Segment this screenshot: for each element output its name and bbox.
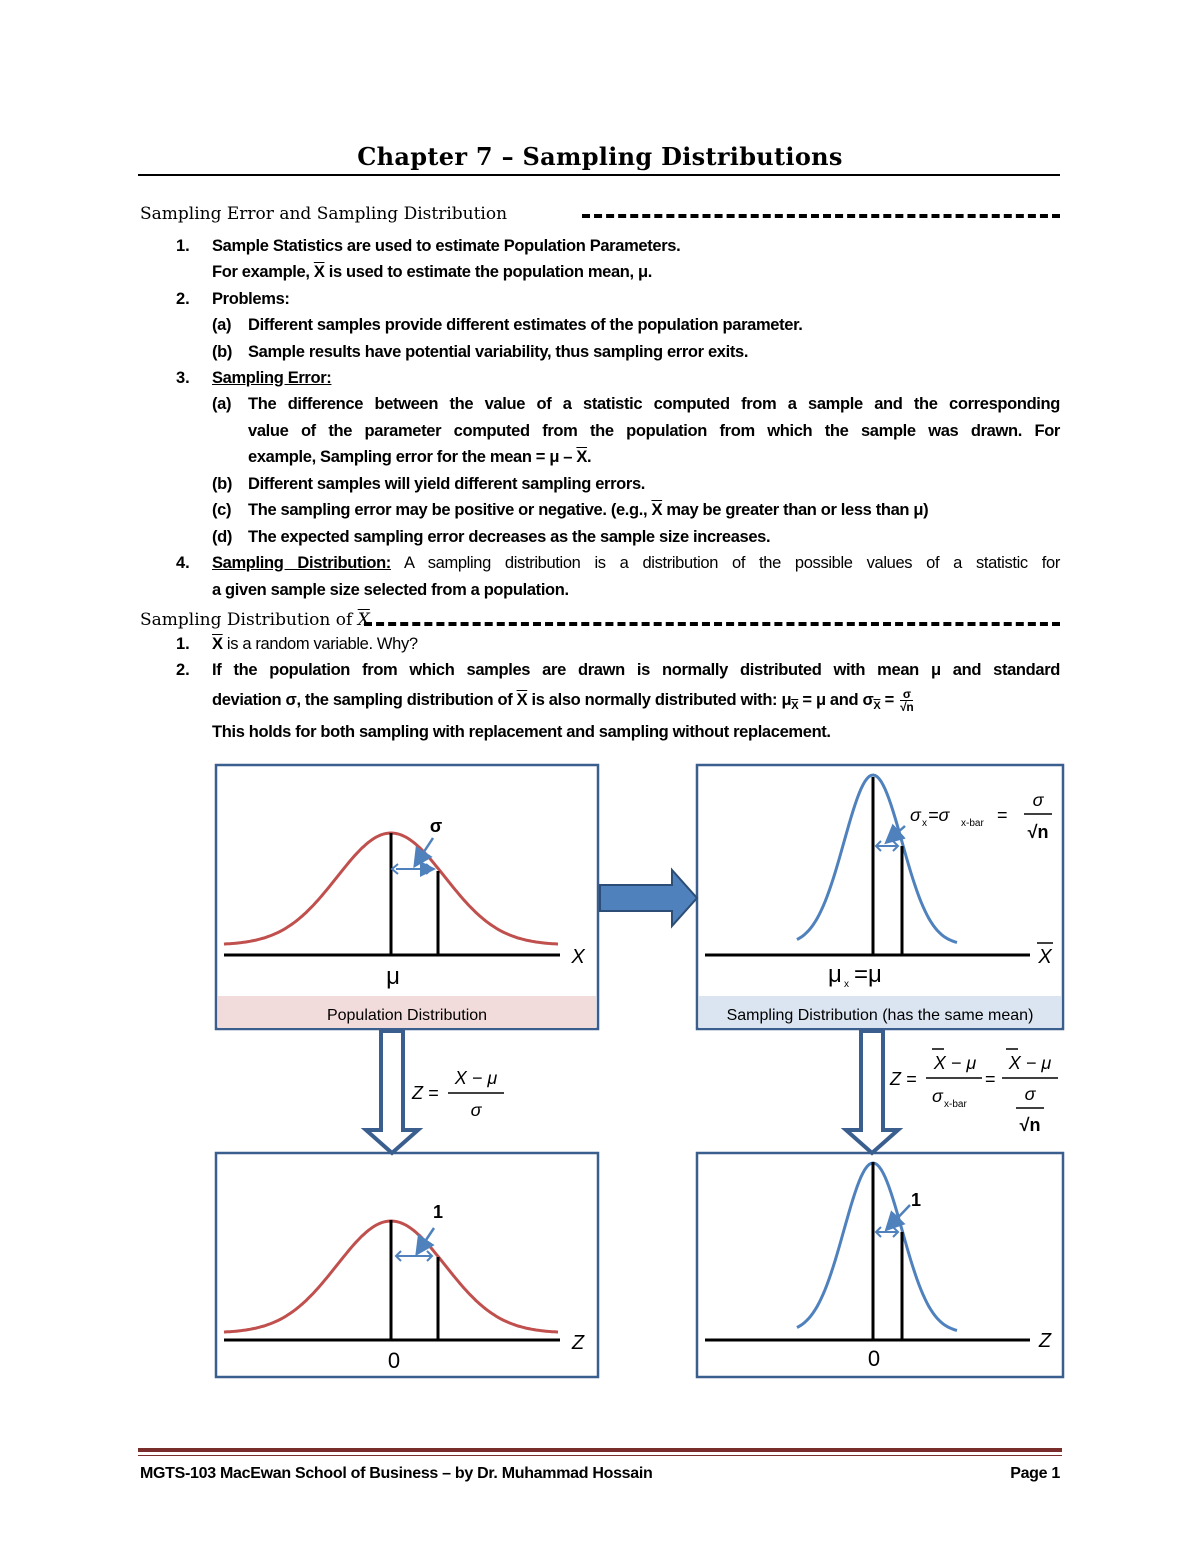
section-heading-sampling-error: Sampling Error and Sampling Distribution xyxy=(140,204,508,224)
unit-span-arrow xyxy=(396,1251,432,1261)
item-text: This holds for both sampling with replacement and sampling without replacement. xyxy=(212,723,831,741)
axis-label-x: X xyxy=(571,946,585,968)
svg-text:σ: σ xyxy=(1032,790,1044,810)
sigma-label: σ xyxy=(429,816,443,836)
sub-item-text: Different samples provide different estimates of the population parameter. xyxy=(248,316,803,334)
zero-label: 0 xyxy=(387,1348,401,1373)
sampling-box xyxy=(697,765,1063,1029)
svg-text:σ: σ xyxy=(910,805,921,825)
sampling-sigma-formula xyxy=(910,790,1052,842)
item-number: 1. xyxy=(176,635,190,653)
item-example: For example, $\overline{X}$ is used to estimate the population mean, μ. xyxy=(212,263,652,281)
zero-label: 0 xyxy=(867,1346,881,1371)
z-formula-left xyxy=(411,1068,504,1120)
axis-label-z: Z xyxy=(1038,1330,1052,1352)
svg-text:x-bar: x-bar xyxy=(944,1099,967,1110)
svg-text:X − μ: X − μ xyxy=(1008,1053,1052,1073)
item-text: a given sample size selected from a population. xyxy=(212,581,569,599)
svg-text:x-bar: x-bar xyxy=(961,818,984,829)
right-arrow xyxy=(600,870,697,926)
item-label: Sampling Error: xyxy=(212,369,332,387)
sub-item-text: Sample results have potential variability, thus sampling error exits. xyxy=(248,343,749,361)
sampling-mu-formula xyxy=(828,961,882,990)
population-box xyxy=(216,765,598,1029)
section-heading-sampling-distribution: Sampling Distribution of $\overline{X}$ xyxy=(140,610,370,630)
page-number: Page 1 xyxy=(1010,1465,1060,1482)
item-text: Sample Statistics are used to estimate Population Parameters. xyxy=(212,237,681,255)
down-arrow-left xyxy=(366,1031,418,1153)
svg-text:=μ: =μ xyxy=(854,961,882,988)
item-number: 1. xyxy=(176,237,190,255)
std-sampling-box xyxy=(697,1153,1063,1377)
sub-item-label: (d) xyxy=(212,528,233,546)
svg-text:μ: μ xyxy=(828,961,842,988)
svg-text:X − μ: X − μ xyxy=(454,1068,498,1088)
sub-item-label: (a) xyxy=(212,316,232,334)
svg-text:Z =: Z = xyxy=(890,1069,917,1089)
item-text: Problems: xyxy=(212,290,290,308)
svg-text:x: x xyxy=(844,979,849,990)
svg-text:√n: √n xyxy=(1027,822,1049,842)
footer-left: MGTS-103 MacEwan School of Business – by Dr. Muhammad Hossain xyxy=(140,1465,653,1482)
z-formula-right xyxy=(889,1049,1058,1135)
item-number: 4. xyxy=(176,554,190,572)
one-label: 1 xyxy=(910,1190,922,1210)
svg-text:σ: σ xyxy=(932,1086,943,1106)
item-text: Sampling Distribution: A sampling distribution is a distribution of the possible values of a statistic for xyxy=(212,554,1060,572)
sub-item-text: value of the parameter computed from the population from which the sample was drawn. For xyxy=(248,422,1060,440)
axis-label-xbar: X xyxy=(1038,946,1052,968)
sub-item-text: The expected sampling error decreases as the sample size increases. xyxy=(248,528,771,546)
axis-label-z: Z xyxy=(571,1332,585,1354)
sub-item-label: (c) xyxy=(212,501,232,519)
sub-item-text: The sampling error may be positive or negative. (e.g., $\overline{X}$ may be greater than or less than μ) xyxy=(248,501,929,519)
sub-item-text: Different samples will yield different sampling errors. xyxy=(248,475,646,493)
item-text: If the population from which samples are drawn is normally distributed with mean μ and standard xyxy=(212,661,1060,679)
svg-text:Z =: Z = xyxy=(412,1083,439,1103)
svg-text:=σ: =σ xyxy=(928,805,950,825)
population-caption: Population Distribution xyxy=(326,1007,488,1024)
item-number: 2. xyxy=(176,290,190,308)
mu-label: μ xyxy=(386,963,400,990)
svg-text:=: = xyxy=(997,805,1008,825)
sampling-caption: Sampling Distribution (has the same mean) xyxy=(726,1007,1034,1024)
one-label: 1 xyxy=(432,1202,444,1222)
item-text: $\overline{X}$ is a random variable. Why? xyxy=(212,635,418,653)
footer-rule-thin xyxy=(138,1455,1062,1456)
svg-text:σ: σ xyxy=(470,1100,482,1120)
page-title: Chapter 7 – Sampling Distributions xyxy=(357,142,843,171)
sub-item-label: (b) xyxy=(212,343,233,361)
item-number: 3. xyxy=(176,369,190,387)
footer-rule xyxy=(138,1448,1062,1452)
sub-item-label: (b) xyxy=(212,475,233,493)
down-arrow-right xyxy=(846,1031,898,1153)
unit-span-arrow xyxy=(876,1227,898,1237)
std-population-box xyxy=(216,1153,598,1377)
std-sampling-curve xyxy=(797,1163,957,1330)
sampling-curve xyxy=(797,775,957,942)
item-number: 2. xyxy=(176,661,190,679)
svg-text:=: = xyxy=(985,1069,996,1089)
svg-text:σ: σ xyxy=(1024,1084,1036,1104)
svg-text:x: x xyxy=(922,818,927,829)
svg-text:√n: √n xyxy=(1019,1115,1041,1135)
sigma-span-arrow xyxy=(876,841,898,851)
sub-item-label: (a) xyxy=(212,395,232,413)
svg-text:X − μ: X − μ xyxy=(933,1053,977,1073)
item-text-formula: deviation σ, the sampling distribution of $\overline{X}$ is also normally distributed with: $\mu_{\overline{X}} = \mu$ and $\sigma_{\overline{X}}$ = $\frac{\sigma}{√n}$ xyxy=(212,687,914,714)
sub-item-text: The difference between the value of a statistic computed from a sample and the corresponding xyxy=(248,395,1060,413)
sub-item-text: example, Sampling error for the mean = μ – $\overline{X}$. xyxy=(248,448,592,466)
